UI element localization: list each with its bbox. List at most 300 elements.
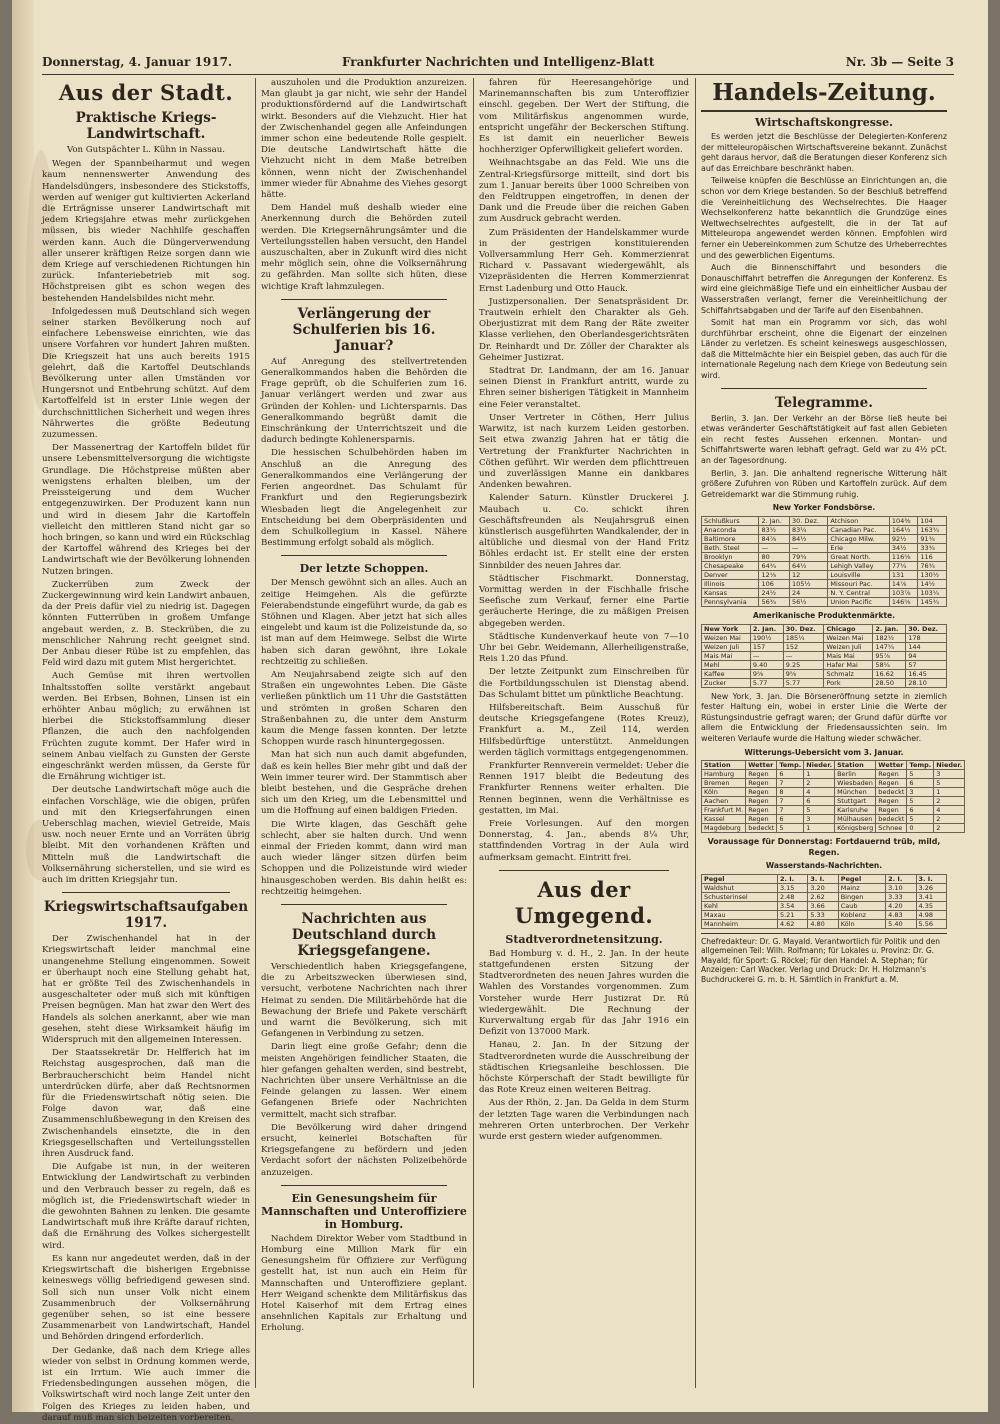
table-cell: 6 bbox=[777, 770, 804, 779]
table-cell: New York bbox=[702, 624, 751, 633]
paragraph: auszuholen und die Produktion anzureizen. Man glaubt ja gar nicht, wie sehr der Handel produktionsfördernd auf die Landwirtschaft wirkt. Besonders auf die Viehzucht. Hier hat der Zwischenhandel gegen alle Anfeindungen immer schon eine bedeutende Rolle gespielt. Die deutsche Landwirtschaft hätte die Viehzucht nicht in dem Maße betreiben können, wenn nicht der Zwischenhandel immer wieder für Abnahme des Viehes gesorgt hätte. bbox=[261, 78, 467, 201]
table-cell: 7 bbox=[777, 797, 804, 806]
table-cell: bedeckt bbox=[746, 824, 777, 833]
table-cell: 6 bbox=[907, 779, 934, 788]
table-cell: Regen bbox=[876, 806, 907, 815]
table-row bbox=[702, 797, 965, 806]
table-cell: 105½ bbox=[790, 580, 828, 589]
table-cell: 5 bbox=[907, 797, 934, 806]
table-cell: Denver bbox=[702, 571, 759, 580]
table-row bbox=[702, 544, 947, 553]
table-cell: Bremen bbox=[702, 779, 746, 788]
paragraph: Kalender Saturn. Künstler Druckerei J. Maubach u. Co. schickt ihren Geschäftsfreunden als Neujahrsgruß einen künstlerisch ausgeführten Wandkalender, der in altübliche und diesmal von der Hand Fritz Böhles erdacht ist. Er stellt eine der ersten Sinnbilder des neuen Jahres dar. bbox=[479, 493, 690, 571]
table-cell: Weizen Mai bbox=[702, 633, 751, 642]
table-cell: Pegel bbox=[838, 874, 885, 883]
table-cell: 56½ bbox=[790, 598, 828, 607]
table-cell: Mannheim bbox=[702, 919, 778, 928]
table-cell: 2 bbox=[934, 797, 965, 806]
paragraph: Der Massenertrag der Kartoffeln bildet für unsere Lebensmittelversorgung die wichtigste Grundlage. Die Höchstpreise müßten aber wenigstens erhalten bleiben, um der Preissteigerung und dem Wucher entgegenzuwirken. Der Produzent kann nun und wird in diesem Jahr die Kartoffeln vielleicht den mittleren Stand nicht gar so hoch bringen, so kann und wird ein Rückschlag der Kartoffel während des Krieges bei der Landwirtschaft wie der Bevölkerung lohnenden Nutzen bringen. bbox=[42, 443, 250, 577]
table-cell: 3 bbox=[907, 788, 934, 797]
table-cell: 64½ bbox=[790, 562, 828, 571]
table-cell: 1 bbox=[804, 824, 835, 833]
table-cell: 144 bbox=[906, 642, 947, 651]
table-cell: 28.50 bbox=[873, 678, 906, 687]
paragraph: Zuckerrüben zum Zweck der Zuckergewinnung wird kein Landwirt anbauen, da der Preis dafür viel zu niedrig ist. Dagegen könnten Futterrüben in großem Umfange angebaut werden, z. B. Steckrüben, die zu menschlicher Nahrung recht geeignet sind. Der Anbau dieser Rübe ist zu empfehlen, das Feld wird dazu mit gutem Mist hergerichtet. bbox=[42, 579, 250, 669]
table-row bbox=[702, 651, 947, 660]
table-cell: 14½ bbox=[918, 580, 947, 589]
table-cell: 64¾ bbox=[759, 562, 790, 571]
paragraph: Die Aufgabe ist nun, in der weiteren Entwicklung der Landwirtschaft zu verbinden und den Verbrauch besser zu regeln, daß es möglich ist, die Friedenswirtschaft wieder in die gewohnten Bahnen zu lenken. Die gesamte Landwirtschaft muß ihre Kräfte darauf richten, daß die Ernährung des Volkes sichergestellt wird. bbox=[42, 1162, 250, 1251]
paragraph: Städtischer Fischmarkt. Donnerstag, Vormittag werden in der Fischhalle frische Seefische zum Verkauf, ferner eine Partie geräucherte Heringe, die zu mäßigen Preisen abgegeben werden. bbox=[479, 573, 689, 629]
table-cell: 190½ bbox=[750, 633, 783, 642]
paragraph: Die Bevölkerung wird daher dringend ersucht, keinerlei Botschaften für Kriegsgefangene zu befördern und jeden Verdacht sofort der nächsten Polizeibehörde anzuzeigen. bbox=[261, 1122, 467, 1178]
table-cell: Frankfurt M. bbox=[702, 806, 746, 815]
table-row bbox=[702, 562, 947, 571]
table-cell: 146⅝ bbox=[889, 598, 918, 607]
table-cell: 4.20 bbox=[886, 901, 916, 910]
table-cell: Great North. bbox=[828, 553, 889, 562]
table-cell: 164½ bbox=[889, 526, 918, 535]
table-caption: Amerikanische Produktenmärkte. bbox=[752, 611, 896, 620]
section-title: Aus der Umgegend. bbox=[514, 876, 654, 928]
table-cell: 80 bbox=[759, 553, 790, 562]
table-cell: 83¼ bbox=[790, 526, 828, 535]
table-cell: Kassel bbox=[702, 815, 746, 824]
table-row bbox=[702, 779, 965, 788]
table-cell: 30. Dez. bbox=[783, 624, 824, 633]
table-cell: 157 bbox=[750, 642, 783, 651]
table-cell: 3. I. bbox=[808, 874, 838, 883]
table-row bbox=[702, 633, 947, 642]
article-byline: Von Gutspächter L. Kühn in Nassau. bbox=[66, 145, 226, 155]
table-cell: 30. Dez. bbox=[790, 517, 828, 526]
table-cell: 1 bbox=[804, 770, 835, 779]
table-cell: — bbox=[783, 651, 824, 660]
table-cell: Waldshut bbox=[702, 883, 778, 892]
table-row bbox=[702, 589, 947, 598]
table-cell: 4.98 bbox=[916, 910, 946, 919]
table-row bbox=[702, 624, 947, 633]
table-cell: Weizen Mai bbox=[824, 633, 873, 642]
paragraph: Hanau, 2. Jan. In der Sitzung der Stadtverordneten wurde die Ausschreibung der städtischen Kriegsanleihe beschlossen. Die höchste Körperschaft der Stadt bewilligte für das Rote Kreuz einen weiteren Beitrag. bbox=[479, 1040, 689, 1096]
table-cell: 3.20 bbox=[808, 883, 838, 892]
weather-forecast: Voraussage für Donnerstag: Fortdauernd trüb, mild, Regen. bbox=[707, 837, 941, 857]
paragraph: Frankfurter Rennverein vermeldet: Ueber die Rennen 1917 bleibt die Bedeutung des Frankfurter Rennens weiter erhalten. Die Rennen beginnen, wenn die Verhältnisse es gestatten, im Mai. bbox=[479, 760, 689, 816]
table-cell: 91¾ bbox=[918, 535, 947, 544]
paragraph: Zum Präsidenten der Handelskammer wurde in der gestrigen konstituierenden Vollversammlung Herr Geh. Kommerzienrat Richard v. Passavant wiedergewählt, als Vizepräsidenten die Herren Kommerzienrat Ernst Ladenburg und Otto Hauck. bbox=[479, 227, 689, 294]
table-row bbox=[702, 580, 947, 589]
paragraph: Weihnachtsgabe an das Feld. Wie uns die Zentral-Kriegsfürsorge mitteilt, sind dort bis zum 1. Januar bereits über 1000 Schreiben von den Feldtruppen eingetroffen, in denen der Dank und die Freude über die reichen Gaben zum Ausdruck gebracht werden. bbox=[479, 158, 689, 225]
table-cell: 4.62 bbox=[777, 919, 807, 928]
table-cell: Pennsylvania bbox=[702, 598, 759, 607]
table-cell: Regen bbox=[876, 770, 907, 779]
table-cell: 3 bbox=[934, 770, 965, 779]
table-cell: 16.45 bbox=[906, 669, 947, 678]
column-rule bbox=[473, 78, 474, 1388]
table-cell: 3.41 bbox=[916, 892, 946, 901]
table-row bbox=[702, 571, 947, 580]
table-cell: — bbox=[759, 544, 790, 553]
table-cell: Berlin bbox=[835, 770, 876, 779]
table-cell: Regen bbox=[746, 806, 777, 815]
table-cell: Aachen bbox=[702, 797, 746, 806]
table-cell: 2 bbox=[804, 779, 835, 788]
table-cell: Wetter bbox=[746, 761, 777, 770]
table-cell: 6 bbox=[777, 815, 804, 824]
column-3 bbox=[479, 78, 689, 1388]
article-separator bbox=[281, 904, 447, 905]
table-cell: 4 bbox=[804, 788, 835, 797]
table-row bbox=[702, 517, 947, 526]
table-cell: Zucker bbox=[702, 678, 751, 687]
paragraph: Man hat sich nun auch damit abgefunden, daß es kein helles Bier mehr gibt und daß der Wein immer teurer wird. Der Stammtisch aber bleibt bestehen, und die Gespräche drehen sich um den Krieg, um die Lebensmittel und um die Hoffnung auf einen baldigen Frieden. bbox=[261, 750, 467, 817]
table-cell: 4.35 bbox=[916, 901, 946, 910]
paragraph: Nachdem Direktor Weber vom Stadtbund in Homburg eine Million Mark für ein Genesungsheim für Offiziere zur Verfügung gestellt hat, ist nun auch ein Heim für Mannschaften und Unteroffiziere geplant. Herr Weigand schenkte dem Militärfiskus das Hotel Kaiserhof mit dem Ertrag eines ansehnlichen Kapitals zur Erhaltung und Erholung. bbox=[261, 1233, 467, 1334]
table-row bbox=[702, 660, 947, 669]
article-title: Praktische Kriegs-Landwirtschaft. bbox=[75, 110, 217, 142]
table-cell: Magdeburg bbox=[702, 824, 746, 833]
table-cell: 79¾ bbox=[790, 553, 828, 562]
table-cell: 4.83 bbox=[886, 910, 916, 919]
table-cell: 104 bbox=[918, 517, 947, 526]
table-cell: Wiesbaden bbox=[835, 779, 876, 788]
table-cell: 4.80 bbox=[808, 919, 838, 928]
paragraph: Justizpersonalien. Der Senatspräsident Dr. Trautwein erhielt den Charakter als Geh. Oberjustizrat mit dem Rang der Räte zweiter Klasse verliehen, den Oberlandesgerichtsräten Dr. Reinhardt und Dr. Zöller der Charakter als Geheimer Justizrat. bbox=[479, 296, 689, 363]
table-cell: Illinois bbox=[702, 580, 759, 589]
paragraph: Dem Handel muß deshalb wieder eine Anerkennung durch die Behörden zuteil werden. Die Kriegsernährungsämter und die Verteilungsstellen haben versucht, den Handel auszuschalten, aber in Zukunft wird dies nicht mehr möglich sein, ohne die Volksernährung zu gefährden. Man sollte sich hüten, diese wichtige Kraft lahmzulegen. bbox=[261, 203, 467, 292]
table-row bbox=[702, 919, 947, 928]
paragraph: Verschiedentlich haben Kriegsgefangene, die zu Arbeitszwecken überwiesen sind, versucht, verbotene Nachrichten nach ihrer Heimat zu senden. Die Militärbehörde hat die Bewachung der Briefe und Pakete verschärft und warnt die Bevölkerung, sich mit Gefangenen in Verbindung zu setzen. bbox=[261, 962, 467, 1040]
table-cell: Regen bbox=[746, 797, 777, 806]
table-header-row bbox=[702, 874, 947, 883]
table-cell: bedeckt bbox=[876, 815, 907, 824]
article-separator bbox=[499, 870, 669, 871]
section-title: Handels-Zeitung. bbox=[701, 80, 947, 112]
article-title: Ein Genesungsheim für Mannschaften und Unteroffiziere in Homburg. bbox=[261, 1191, 467, 1231]
table-cell: 9⅝ bbox=[750, 669, 783, 678]
table-row bbox=[702, 883, 947, 892]
table-row bbox=[702, 910, 947, 919]
section-title: Aus der Stadt. bbox=[58, 80, 234, 105]
table-cell: Lehigh Valley bbox=[828, 562, 889, 571]
table-cell: 5.40 bbox=[886, 919, 916, 928]
table-header-row bbox=[702, 761, 965, 770]
table-cell: N. Y. Central bbox=[828, 589, 889, 598]
table-cell: 9⅝ bbox=[783, 669, 824, 678]
table-cell: 7 bbox=[777, 779, 804, 788]
column-rule bbox=[255, 78, 256, 1388]
table-row bbox=[702, 598, 947, 607]
table-cell: Baltimore bbox=[702, 535, 759, 544]
table-cell: Union Pacific bbox=[828, 598, 889, 607]
table-cell: Station bbox=[702, 761, 746, 770]
table-cell: Pegel bbox=[702, 874, 778, 883]
table-cell: Nieder. bbox=[934, 761, 965, 770]
table-row bbox=[702, 770, 965, 779]
article-title: Kriegswirtschaftsaufgaben 1917. bbox=[43, 899, 249, 932]
article-title: Verlängerung der Schulferien bis 16. Januar? bbox=[292, 305, 436, 354]
table-cell: Schlußkurs bbox=[702, 517, 759, 526]
table-cell: Station bbox=[835, 761, 876, 770]
paragraph: fahren für Heeresangehörige und Marinemannschaften bis zum Unteroffizier einschl. gegeben. Der Wert der Stiftung, die vom Militärfiskus angenommen wurde, entspricht ungefähr der Beckerschen Stiftung. Es ist damit ein neuerlicher Beweis hochherziger Opferwilligkeit geliefert worden. bbox=[479, 78, 689, 156]
table-cell: Nieder. bbox=[804, 761, 835, 770]
table-cell: Wetter bbox=[876, 761, 907, 770]
table-cell: 2. Jan. bbox=[750, 624, 783, 633]
table-cell: 3.15 bbox=[777, 883, 807, 892]
table-cell: 3.10 bbox=[886, 883, 916, 892]
table-cell: 2. I. bbox=[777, 874, 807, 883]
column-4-handels-zeitung bbox=[701, 78, 963, 1388]
paragraph: Der Zwischenhandel hat in der Kriegswirtschaft leider manchmal eine unangenehme Stellung eingenommen. Soweit er überhaupt noch eine Stellung gehabt hat, hat er größte Teil des Zwischenhandels in ausgeschalteter oder muß sich mit künftigen Preisen begnügen. Man hat zwar den Wert des Handels als solchen anerkannt, aber wie man gesehen, steht diese Wirksamkeit häufig im Widerspruch mit den allgemeinen Interessen. bbox=[42, 934, 250, 1046]
table-cell: Koblenz bbox=[838, 910, 885, 919]
table-cell: Karlsruhe bbox=[835, 806, 876, 815]
table-cell: Pork bbox=[824, 678, 873, 687]
table-cell: Mais Mai bbox=[824, 651, 873, 660]
table-cell: München bbox=[835, 788, 876, 797]
table-cell: Chesapeake bbox=[702, 562, 759, 571]
table-cell: Kaffee bbox=[702, 669, 751, 678]
table-row bbox=[702, 824, 965, 833]
table-cell: 9.40 bbox=[750, 660, 783, 669]
table-cell: Köln bbox=[702, 788, 746, 797]
table-cell: Stuttgart bbox=[835, 797, 876, 806]
table-cell: Weizen Juli bbox=[702, 642, 751, 651]
table-cell: 3 bbox=[804, 815, 835, 824]
column-2 bbox=[261, 78, 467, 1388]
stock-table-body bbox=[702, 517, 947, 607]
table-cell: 2.62 bbox=[808, 892, 838, 901]
paragraph: Stadtrat Dr. Landmann, der am 16. Januar seinen Dienst in Frankfurt antritt, wurde zu Ehren seiner bisherigen Tätigkeit in Mannheim eine Feier veranstaltet. bbox=[479, 366, 689, 410]
table-cell: Hamburg bbox=[702, 770, 746, 779]
table-cell: 83½ bbox=[759, 526, 790, 535]
table-cell: Mehl bbox=[702, 660, 751, 669]
table-cell: 1 bbox=[934, 788, 965, 797]
table-cell: Chicago Milw. bbox=[828, 535, 889, 544]
table-cell: 84½ bbox=[790, 535, 828, 544]
paragraph: Hilfsbereitschaft. Beim Ausschuß für deutsche Kriegsgefangene (Rotes Kreuz), Frankfurt a. M., Zeil 114, werden Hilfsbedürftige unterstützt. Anmeldungen werden täglich vormittags entgegengenommen. bbox=[479, 702, 689, 758]
table-cell: Bingen bbox=[838, 892, 885, 901]
table-row bbox=[702, 892, 947, 901]
table-cell: Regen bbox=[746, 788, 777, 797]
table-cell: 182½ bbox=[873, 633, 906, 642]
table-cell: 92½ bbox=[889, 535, 918, 544]
paragraph: Somit hat man ein Programm vor sich, das wohl durchführbar erscheint, ohne die Eigenart der einzelnen Länder zu verletzen. Es scheint keineswegs ausgeschlossen, daß die Mittelmächte hier ein Beispiel geben, das auch für die internationale Regelung nach dem Kriege von Bedeutung sein wird. bbox=[701, 318, 947, 381]
paragraph: Wegen der Spannbeiharmut und wegen kaum nennenswerter Anwendung des Handelsdüngers, insbesondere des Stickstoffs, werden auf weniger gut kultivierten Ackerland die Erträgnisse unserer Landwirtschaft mit jedem Kriegsjahre etwas mehr zurückgehen müssen, bis wieder Nachhilfe geschaffen werden kann. Auch die Düngerverwendung aller unserer kräftigen Reize sorgen dann wie dem Kriege auf verschiedenen Richtungen hin zurück. Infanteriebetrieb mit sog. Höchstpreisen gibt es schon wegen des bestehenden Handelsbildes nicht mehr. bbox=[42, 159, 250, 304]
table-row bbox=[702, 642, 947, 651]
table-cell: Kansas bbox=[702, 589, 759, 598]
table-cell: Louisville bbox=[828, 571, 889, 580]
table-cell: Chicago bbox=[824, 624, 873, 633]
table-cell: 106 bbox=[759, 580, 790, 589]
table-cell: — bbox=[790, 544, 828, 553]
table-cell: 3.66 bbox=[808, 901, 838, 910]
table-cell: 5 bbox=[777, 824, 804, 833]
table-cell: 7 bbox=[777, 806, 804, 815]
table-cell: 147¼ bbox=[873, 642, 906, 651]
paragraph: Auch die Binnenschiffahrt und besonders die Donauschiffahrt betreffen die Anregungen der Konferenz. Es wird eine gleichmäßige Tiefe und ein einheitlicher Ausbau der Wasserstraßen verlangt, ferner die Vereinheitlichung der Schiffahrtsabgaben und der Tarife auf den Eisenbahnen. bbox=[701, 263, 947, 315]
table-row bbox=[702, 678, 947, 687]
table-cell: — bbox=[750, 651, 783, 660]
table-cell: 9.25 bbox=[783, 660, 824, 669]
table-cell: 84⅞ bbox=[759, 535, 790, 544]
table-cell: 5 bbox=[804, 806, 835, 815]
table-cell: 2 bbox=[934, 815, 965, 824]
paragraph: Darin liegt eine große Gefahr; denn die meisten Angehörigen feindlicher Staaten, die hier gefangen gehalten werden, sind bestrebt, Nachrichten über unsere Verhältnisse an die Feinde gelangen zu lassen. Wer einem Gefangenen Briefe oder Nachrichten vermittelt, macht sich strafbar. bbox=[261, 1042, 467, 1120]
table-cell: 103⅞ bbox=[889, 589, 918, 598]
table-cell: Beth. Steel bbox=[702, 544, 759, 553]
table-cell: 5.77 bbox=[750, 678, 783, 687]
table-cell: Canadian Pac. bbox=[828, 526, 889, 535]
weather-table-body bbox=[702, 761, 965, 833]
table-cell: Caub bbox=[838, 901, 885, 910]
page-number: Nr. 3b — Seite 3 bbox=[845, 55, 954, 69]
article-title: Wirtschaftskongresse. bbox=[755, 116, 893, 129]
table-cell: Mülhausen bbox=[835, 815, 876, 824]
table-row bbox=[702, 806, 965, 815]
table-cell: 2. Jan. bbox=[759, 517, 790, 526]
table-cell: 30. Dez. bbox=[906, 624, 947, 633]
article-separator bbox=[62, 892, 230, 893]
table-cell: 130½ bbox=[918, 571, 947, 580]
table-caption: Witterungs-Uebersicht vom 3. Januar. bbox=[744, 747, 904, 757]
table-cell: Regen bbox=[746, 770, 777, 779]
table-cell: Mais Mai bbox=[702, 651, 751, 660]
article-title: Telegramme. bbox=[775, 394, 873, 411]
produce-table-body bbox=[702, 624, 947, 687]
table-row bbox=[702, 669, 947, 678]
table-cell: 5 bbox=[907, 815, 934, 824]
table-cell: 95⅞ bbox=[873, 651, 906, 660]
table-caption: New Yorker Fondsbörse. bbox=[772, 503, 876, 513]
paragraph: Infolgedessen muß Deutschland sich wegen seiner starken Bevölkerung noch auf einfachere Lebensweise einrichten, wie das unsere Vorfahren vor hundert Jahren mußten. Die Kriegszeit hat uns auch bereits 1915 gelehrt, daß die Kartoffel Deutschlands Bevölkerung unter allen Umständen vor Hungersnot und Entbehrung schützt. Auf dem Kartoffelfeld ist in erster Linie wegen der durchschnittlichen Sicherheit und wegen ihres Nährwertes die größte Bedeutung zuzumessen. bbox=[42, 306, 250, 441]
table-cell: 2. I. bbox=[886, 874, 916, 883]
paragraph: New York, 3. Jan. Die Börseneröffnung setzte in ziemlich fester Haltung ein, wobei in erster Linie die Werte der Rüstungsindustrie gefragt waren; der Grund dafür dürfte vor allem die Entwicklung der Friedensaussichten sein. Im weiteren Verlaufe wurde die Haltung wieder schwächer. bbox=[701, 691, 947, 743]
paragraph: Berlin, 3. Jan. Der Verkehr an der Börse ließ heute bei etwas veränderter Geschäftstätigkeit auf fast allen Gebieten ein recht festes Aussehen erkennen. Montan- und Schiffahrtswerte waren lebhaft gefragt. Geld war zu 4½ pCt. an der Tagesordnung. bbox=[701, 413, 947, 466]
issue-date: Donnerstag, 4. Januar 1917. bbox=[42, 55, 233, 69]
table-cell: Regen bbox=[746, 815, 777, 824]
table-row bbox=[702, 535, 947, 544]
water-level-table bbox=[701, 874, 947, 929]
table-cell: 145¾ bbox=[918, 598, 947, 607]
paragraph: Es werden jetzt die Beschlüsse der Delegierten-Konferenz der mitteleuropäischen Wirtschaftsvereine bekannt. Zunächst geht daraus hervor, daß die Beratungen dieser Konferenz sich auf das Erreichbare beschränkt haben. bbox=[701, 132, 947, 173]
table-cell: 33¾ bbox=[918, 544, 947, 553]
masthead: Frankfurter Nachrichten und Intelligenz-Blatt bbox=[342, 55, 655, 69]
table-cell: Missouri Pac. bbox=[828, 580, 889, 589]
table-cell: 178 bbox=[906, 633, 947, 642]
table-cell: 28.10 bbox=[906, 678, 947, 687]
table-cell: Mainz bbox=[838, 883, 885, 892]
table-cell: 12 bbox=[790, 571, 828, 580]
table-cell: Atchison bbox=[828, 517, 889, 526]
table-cell: 5 bbox=[907, 770, 934, 779]
table-cell: Schmalz bbox=[824, 669, 873, 678]
table-cell: 76¾ bbox=[918, 562, 947, 571]
paragraph: Unser Vertreter in Cöthen, Herr Julius Warwitz, ist nach kurzem Leiden gestorben. Seit etwa zwanzig Jahren hat er tätig die Vertretung der Frankfurter Nachrichten in Cöthen geführt. Wir werden dem pflichttreuen und zuverlässigen Manne ein dankbares Andenken bewahren. bbox=[479, 412, 689, 491]
table-cell: 185¼ bbox=[783, 633, 824, 642]
table-row bbox=[702, 901, 947, 910]
article-title: Stadtverordnetensitzung. bbox=[505, 932, 663, 946]
paragraph: Die Wirte klagen, das Geschäft gehe schlecht, aber sie halten durch. Und wenn einmal der Frieden kommt, dann wird man auch wieder länger sitzen dürfen beim Schoppen und die Polizeistunde wird wieder hinausgeschoben werden. Bis dahin heißt es: rechtzeitig heimgehen. bbox=[261, 819, 467, 897]
table-cell: 2.48 bbox=[777, 892, 807, 901]
table-cell: 152 bbox=[783, 642, 824, 651]
article-separator bbox=[281, 555, 447, 556]
column-1 bbox=[42, 78, 250, 1423]
water-level-table-body bbox=[702, 874, 947, 928]
table-cell: 24 bbox=[790, 589, 828, 598]
table-cell: 77¼ bbox=[889, 562, 918, 571]
table-cell: 131 bbox=[889, 571, 918, 580]
table-cell: 3.54 bbox=[777, 901, 807, 910]
article-title: Nachrichten aus Deutschland durch Kriegsgefangene. bbox=[291, 911, 437, 959]
paragraph: Die hessischen Schulbehörden haben im Anschluß an die Anregung des Generalkommandos eine Verlängerung der Ferien angeordnet. Das Schulamt für Frankfurt und den Regierungsbezirk Wiesbaden liegt die Angelegenheit zur Entscheidung bei dem Oberpräsidenten und dem Schulkollegium in Kassel. Nähere Bestimmung erfolgt sobald als möglich. bbox=[261, 448, 467, 549]
table-cell: 34½ bbox=[889, 544, 918, 553]
table-cell: 5.77 bbox=[783, 678, 824, 687]
table-cell: 2. Jan. bbox=[873, 624, 906, 633]
table-cell: Regen bbox=[746, 779, 777, 788]
table-cell: 16.62 bbox=[873, 669, 906, 678]
paragraph: Freie Vorlesungen. Auf den morgen Donnerstag, 4. Jan., abends 8¼ Uhr, stattfindenden Vortrag in der Aula wird aufmerksam gemacht. Eintritt frei. bbox=[479, 819, 689, 863]
paragraph: Auch Gemüse mit ihren wertvollen Inhaltsstoffen sollte verstärkt angebaut werden. Bei Erbsen, Bohnen, Linsen ist ein erhöhter Anbau möglich; zu erwähnen ist hierbei die Stickstoffsammlung dieser Pflanzen, die auch den nachfolgenden Früchten zugute kommt. Der Hafer wird in seinem Anbau vielfach zu Gunsten der Gerste eingeschränkt werden müssen, da Gerste für die Ernährung wichtiger ist. bbox=[42, 671, 250, 783]
table-cell: 3.33 bbox=[886, 892, 916, 901]
paragraph: Aus der Rhön, 2. Jan. Da Gelda in dem Sturm der letzten Tage waren die Verbindungen nach mehreren Orten unterbrochen. Der Verkehr wurde erst gestern wieder aufgenommen. bbox=[479, 1098, 689, 1143]
paragraph: Der letzte Zeitpunkt zum Einschreiben für die Fortbildungsschulen ist Dienstag abend. Das Schulamt bittet um pünktliche Beachtung. bbox=[479, 667, 689, 700]
imprint: Chefredakteur: Dr. G. Mayald. Verantwortlich für Politik und den allgemeinen Teil: Wilh. Rolfmann; für Lokales u. Provinz: Dr. G. Mayald; für Sport: G. Röckel; für den Handel: A. Stephan; für Anzeigen: Carl Wacker. Verlag und Druck: Dr. H. Holzmann's Buchdruckerei G. m. b. H. Sämtlich in Frankfurt a. M. bbox=[701, 933, 947, 985]
table-row bbox=[702, 788, 965, 797]
table-cell: 8 bbox=[777, 788, 804, 797]
table-cell: 5.21 bbox=[777, 910, 807, 919]
table-cell: Regen bbox=[876, 779, 907, 788]
table-cell: 163¾ bbox=[918, 526, 947, 535]
table-cell: 57 bbox=[906, 660, 947, 669]
table-cell: bedeckt bbox=[876, 788, 907, 797]
table-cell: 4 bbox=[934, 806, 965, 815]
table-cell: Weizen Juli bbox=[824, 642, 873, 651]
article-separator bbox=[281, 299, 447, 300]
paragraph: Der Staatssekretär Dr. Helfferich hat im Reichstag ausgesprochen, daß man die Berbraucherschicht beim Handel nicht unterdrücken dürfe, aber daß Rechtsnormen für die Friedenswirtschaft nötig seien. Die Folge davon war, daß eine Zusammenschlußbewegung in den Kreisen des Zwischenhandels einsetzte, die in den Kriegsgesellschaften und Verteilungsstellen ihren Ausdruck fand. bbox=[42, 1048, 250, 1160]
page-header bbox=[42, 52, 954, 75]
table-cell: 24½ bbox=[759, 589, 790, 598]
table-cell: Königsberg bbox=[835, 824, 876, 833]
table-cell: Köln bbox=[838, 919, 885, 928]
newspaper-page bbox=[12, 0, 988, 1423]
table-cell: 12⅛ bbox=[759, 571, 790, 580]
table-cell: Kehl bbox=[702, 901, 778, 910]
article-title: Der letzte Schoppen. bbox=[299, 562, 429, 576]
table-cell: 2 bbox=[934, 824, 965, 833]
table-cell: Erie bbox=[828, 544, 889, 553]
table-cell: 6 bbox=[907, 806, 934, 815]
table-cell: 0 bbox=[907, 824, 934, 833]
table-cell: 56¾ bbox=[759, 598, 790, 607]
table-row bbox=[702, 815, 965, 824]
paragraph: Berlin, 3. Jan. Die anhaltend regnerische Witterung hält größere Zufuhren von Rüben und Kartoffeln zurück. Auf dem Getreidemarkt war die Stimmung ruhig. bbox=[701, 468, 947, 499]
table-cell: 104⅜ bbox=[889, 517, 918, 526]
table-cell: 103¼ bbox=[918, 589, 947, 598]
table-caption: Wasserstands-Nachrichten. bbox=[765, 861, 883, 871]
table-cell: 58¼ bbox=[873, 660, 906, 669]
paragraph: Bad Homburg v. d. H., 2. Jan. In der heute stattgefundenen ersten Sitzung der Stadtverordneten des neuen Jahres wurden die Wahlen des Vorstandes vorgenommen. Zum Vorsteher wurde Herr Justizrat Dr. Rü wiedergewählt. Die Rechnung der Kurverwaltung ergab für das Jahr 1916 ein Defizit von 137000 Mark. bbox=[479, 948, 689, 1038]
table-cell: 5.56 bbox=[916, 919, 946, 928]
paragraph: Es kann nur angedeutet werden, daß in der Kriegswirtschaft die bisherigen Ergebnisse keineswegs völlig befriedigend gewesen sind. Soll sich nun unser Volk nicht einem Zusammenbruch der Volksernährung gegenüber sehen, so ist eine bessere Zusammenarbeit von Landwirtschaft, Handel und Behörden dringend erforderlich. bbox=[42, 1253, 250, 1343]
table-cell: Schnee bbox=[876, 824, 907, 833]
paragraph: Der Mensch gewöhnt sich an alles. Auch an zeitige Heimgehen. Als die gefürzte Feierabendstunde eingeführt wurde, da gab es Stöhnen und Klagen. Aber jetzt hat sich alles eingelebt und kaum ist die Polizeistunde da, so ist man auf dem Heimwege. Selbst die Wirte haben sich daran gewöhnt, ihre Lokale rechtzeitig zu schließen. bbox=[261, 578, 467, 667]
table-cell: 116⅝ bbox=[889, 553, 918, 562]
paragraph: Am Neujahrsabend zeigte sich auf den Straßen ein ungewohntes Leben. Die Gäste verließen pünktlich um 11 Uhr die Gaststätten und strömten in großen Scharen den Straßenbahnen zu, die unter dem Ansturm kaum die Menge fassen konnten. Der letzte Schoppen wurde rasch hinuntergegossen. bbox=[261, 669, 467, 748]
table-cell: Temp. bbox=[907, 761, 934, 770]
produce-table bbox=[701, 624, 947, 688]
table-cell: 5.33 bbox=[808, 910, 838, 919]
article-separator bbox=[721, 388, 927, 389]
